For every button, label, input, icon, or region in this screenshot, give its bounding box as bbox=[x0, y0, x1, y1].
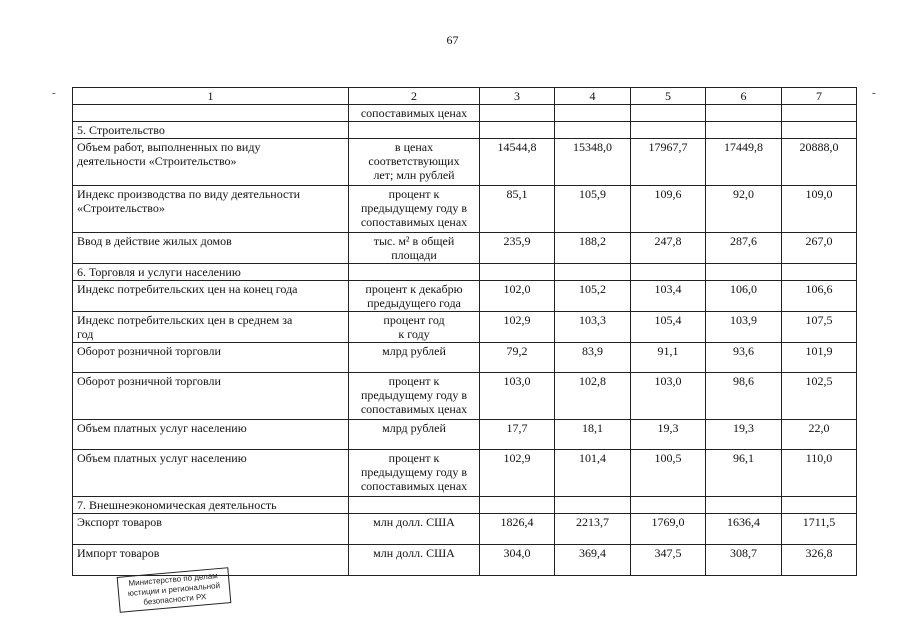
value-cell: 103,0 bbox=[480, 373, 555, 420]
value-cell: 22,0 bbox=[782, 420, 857, 450]
value-cell: 93,6 bbox=[706, 343, 782, 373]
value-cell: 287,6 bbox=[706, 233, 782, 264]
value-cell: 1711,5 bbox=[782, 514, 857, 545]
value-cell: 100,5 bbox=[631, 450, 706, 497]
value-cell bbox=[631, 122, 706, 139]
column-number: 4 bbox=[555, 88, 631, 105]
value-cell: 267,0 bbox=[782, 233, 857, 264]
value-cell bbox=[706, 105, 782, 122]
margin-mark-right: - bbox=[872, 87, 876, 99]
value-cell: 103,0 bbox=[631, 373, 706, 420]
value-cell: 17967,7 bbox=[631, 139, 706, 186]
value-cell: 20888,0 bbox=[782, 139, 857, 186]
indicator-cell: Экспорт товаров bbox=[73, 514, 349, 545]
value-cell: 98,6 bbox=[706, 373, 782, 420]
unit-cell: млн долл. США bbox=[349, 514, 480, 545]
unit-cell bbox=[349, 497, 480, 514]
value-cell: 102,5 bbox=[782, 373, 857, 420]
column-number: 2 bbox=[349, 88, 480, 105]
unit-cell bbox=[349, 264, 480, 281]
value-cell: 17449,8 bbox=[706, 139, 782, 186]
table-body bbox=[73, 88, 857, 576]
value-cell: 105,4 bbox=[631, 312, 706, 343]
indicator-cell: Объем работ, выполненных по виду деятельности «Строительство» bbox=[73, 139, 349, 186]
value-cell: 102,0 bbox=[480, 281, 555, 312]
indicator-cell: Оборот розничной торговли bbox=[73, 373, 349, 420]
value-cell: 91,1 bbox=[631, 343, 706, 373]
indicator-cell: Объем платных услуг населению bbox=[73, 420, 349, 450]
value-cell bbox=[480, 497, 555, 514]
value-cell: 83,9 bbox=[555, 343, 631, 373]
value-cell: 101,4 bbox=[555, 450, 631, 497]
value-cell bbox=[782, 497, 857, 514]
indicator-cell: Индекс производства по виду деятельности «Строительство» bbox=[73, 186, 349, 233]
value-cell: 2213,7 bbox=[555, 514, 631, 545]
value-cell bbox=[782, 105, 857, 122]
unit-cell: процент год к году bbox=[349, 312, 480, 343]
value-cell bbox=[631, 264, 706, 281]
unit-cell: сопоставимых ценах bbox=[349, 105, 480, 122]
table-row bbox=[73, 139, 857, 186]
value-cell: 18,1 bbox=[555, 420, 631, 450]
value-cell: 1826,4 bbox=[480, 514, 555, 545]
column-number: 7 bbox=[782, 88, 857, 105]
value-cell bbox=[782, 264, 857, 281]
value-cell: 17,7 bbox=[480, 420, 555, 450]
value-cell: 107,5 bbox=[782, 312, 857, 343]
value-cell: 19,3 bbox=[631, 420, 706, 450]
value-cell bbox=[555, 105, 631, 122]
value-cell: 102,9 bbox=[480, 450, 555, 497]
value-cell: 105,9 bbox=[555, 186, 631, 233]
unit-cell: млрд рублей bbox=[349, 420, 480, 450]
value-cell: 102,8 bbox=[555, 373, 631, 420]
unit-cell: процент к предыдущему году в сопоставимых ценах bbox=[349, 186, 480, 233]
value-cell bbox=[631, 105, 706, 122]
value-cell bbox=[631, 497, 706, 514]
value-cell bbox=[706, 497, 782, 514]
value-cell: 1769,0 bbox=[631, 514, 706, 545]
value-cell: 188,2 bbox=[555, 233, 631, 264]
table-row bbox=[73, 450, 857, 497]
value-cell: 326,8 bbox=[782, 545, 857, 576]
indicator-cell: Импорт товаров bbox=[73, 545, 349, 576]
table-row bbox=[73, 420, 857, 450]
section-row bbox=[73, 122, 857, 139]
value-cell: 106,0 bbox=[706, 281, 782, 312]
value-cell bbox=[555, 264, 631, 281]
indicator-cell: Индекс потребительских цен в среднем за год bbox=[73, 312, 349, 343]
value-cell: 106,6 bbox=[782, 281, 857, 312]
value-cell: 247,8 bbox=[631, 233, 706, 264]
value-cell bbox=[555, 497, 631, 514]
value-cell bbox=[706, 264, 782, 281]
value-cell: 105,2 bbox=[555, 281, 631, 312]
value-cell: 85,1 bbox=[480, 186, 555, 233]
value-cell: 235,9 bbox=[480, 233, 555, 264]
section-row bbox=[73, 264, 857, 281]
value-cell: 308,7 bbox=[706, 545, 782, 576]
page-number: 67 bbox=[446, 33, 459, 47]
unit-cell: процент к предыдущему году в сопоставимых ценах bbox=[349, 450, 480, 497]
column-number-row bbox=[73, 88, 857, 105]
section-title: 7. Внешнеэкономическая деятельность bbox=[73, 497, 349, 514]
value-cell: 92,0 bbox=[706, 186, 782, 233]
value-cell: 103,3 bbox=[555, 312, 631, 343]
column-number: 6 bbox=[706, 88, 782, 105]
column-number: 1 bbox=[73, 88, 349, 105]
unit-cell: процент к предыдущему году в сопоставимых ценах bbox=[349, 373, 480, 420]
value-cell: 101,9 bbox=[782, 343, 857, 373]
value-cell: 109,6 bbox=[631, 186, 706, 233]
unit-cell: в ценах соответствующих лет; млн рублей bbox=[349, 139, 480, 186]
indicator-cell: Индекс потребительских цен на конец года bbox=[73, 281, 349, 312]
margin-mark-left: - bbox=[52, 87, 56, 99]
registration-stamp: Министерство по делам юстиции и региональной безопасности РХ bbox=[117, 567, 232, 613]
value-cell: 110,0 bbox=[782, 450, 857, 497]
section-title: 5. Строительство bbox=[73, 122, 349, 139]
value-cell bbox=[480, 105, 555, 122]
value-cell: 103,4 bbox=[631, 281, 706, 312]
table-row bbox=[73, 373, 857, 420]
value-cell: 79,2 bbox=[480, 343, 555, 373]
value-cell: 1636,4 bbox=[706, 514, 782, 545]
value-cell: 14544,8 bbox=[480, 139, 555, 186]
value-cell: 103,9 bbox=[706, 312, 782, 343]
indicator-cell: Оборот розничной торговли bbox=[73, 343, 349, 373]
table-row bbox=[73, 233, 857, 264]
table-row bbox=[73, 186, 857, 233]
value-cell bbox=[480, 264, 555, 281]
value-cell: 19,3 bbox=[706, 420, 782, 450]
table-row bbox=[73, 514, 857, 545]
value-cell: 96,1 bbox=[706, 450, 782, 497]
value-cell: 347,5 bbox=[631, 545, 706, 576]
column-number: 5 bbox=[631, 88, 706, 105]
unit-cell bbox=[349, 122, 480, 139]
unit-cell: млрд рублей bbox=[349, 343, 480, 373]
statistics-table bbox=[72, 87, 857, 576]
table-row bbox=[73, 312, 857, 343]
value-cell: 369,4 bbox=[555, 545, 631, 576]
unit-cell: процент к декабрю предыдущего года bbox=[349, 281, 480, 312]
column-number: 3 bbox=[480, 88, 555, 105]
value-cell bbox=[706, 122, 782, 139]
carryover-row bbox=[73, 105, 857, 122]
indicator-cell: Объем платных услуг населению bbox=[73, 450, 349, 497]
value-cell: 102,9 bbox=[480, 312, 555, 343]
table-row bbox=[73, 343, 857, 373]
indicator-cell: Ввод в действие жилых домов bbox=[73, 233, 349, 264]
indicator-cell bbox=[73, 105, 349, 122]
value-cell: 304,0 bbox=[480, 545, 555, 576]
unit-cell: тыс. м² в общей площади bbox=[349, 233, 480, 264]
value-cell bbox=[782, 122, 857, 139]
value-cell: 15348,0 bbox=[555, 139, 631, 186]
value-cell bbox=[555, 122, 631, 139]
value-cell: 109,0 bbox=[782, 186, 857, 233]
section-row bbox=[73, 497, 857, 514]
value-cell bbox=[480, 122, 555, 139]
table-row bbox=[73, 281, 857, 312]
section-title: 6. Торговля и услуги населению bbox=[73, 264, 349, 281]
unit-cell: млн долл. США bbox=[349, 545, 480, 576]
